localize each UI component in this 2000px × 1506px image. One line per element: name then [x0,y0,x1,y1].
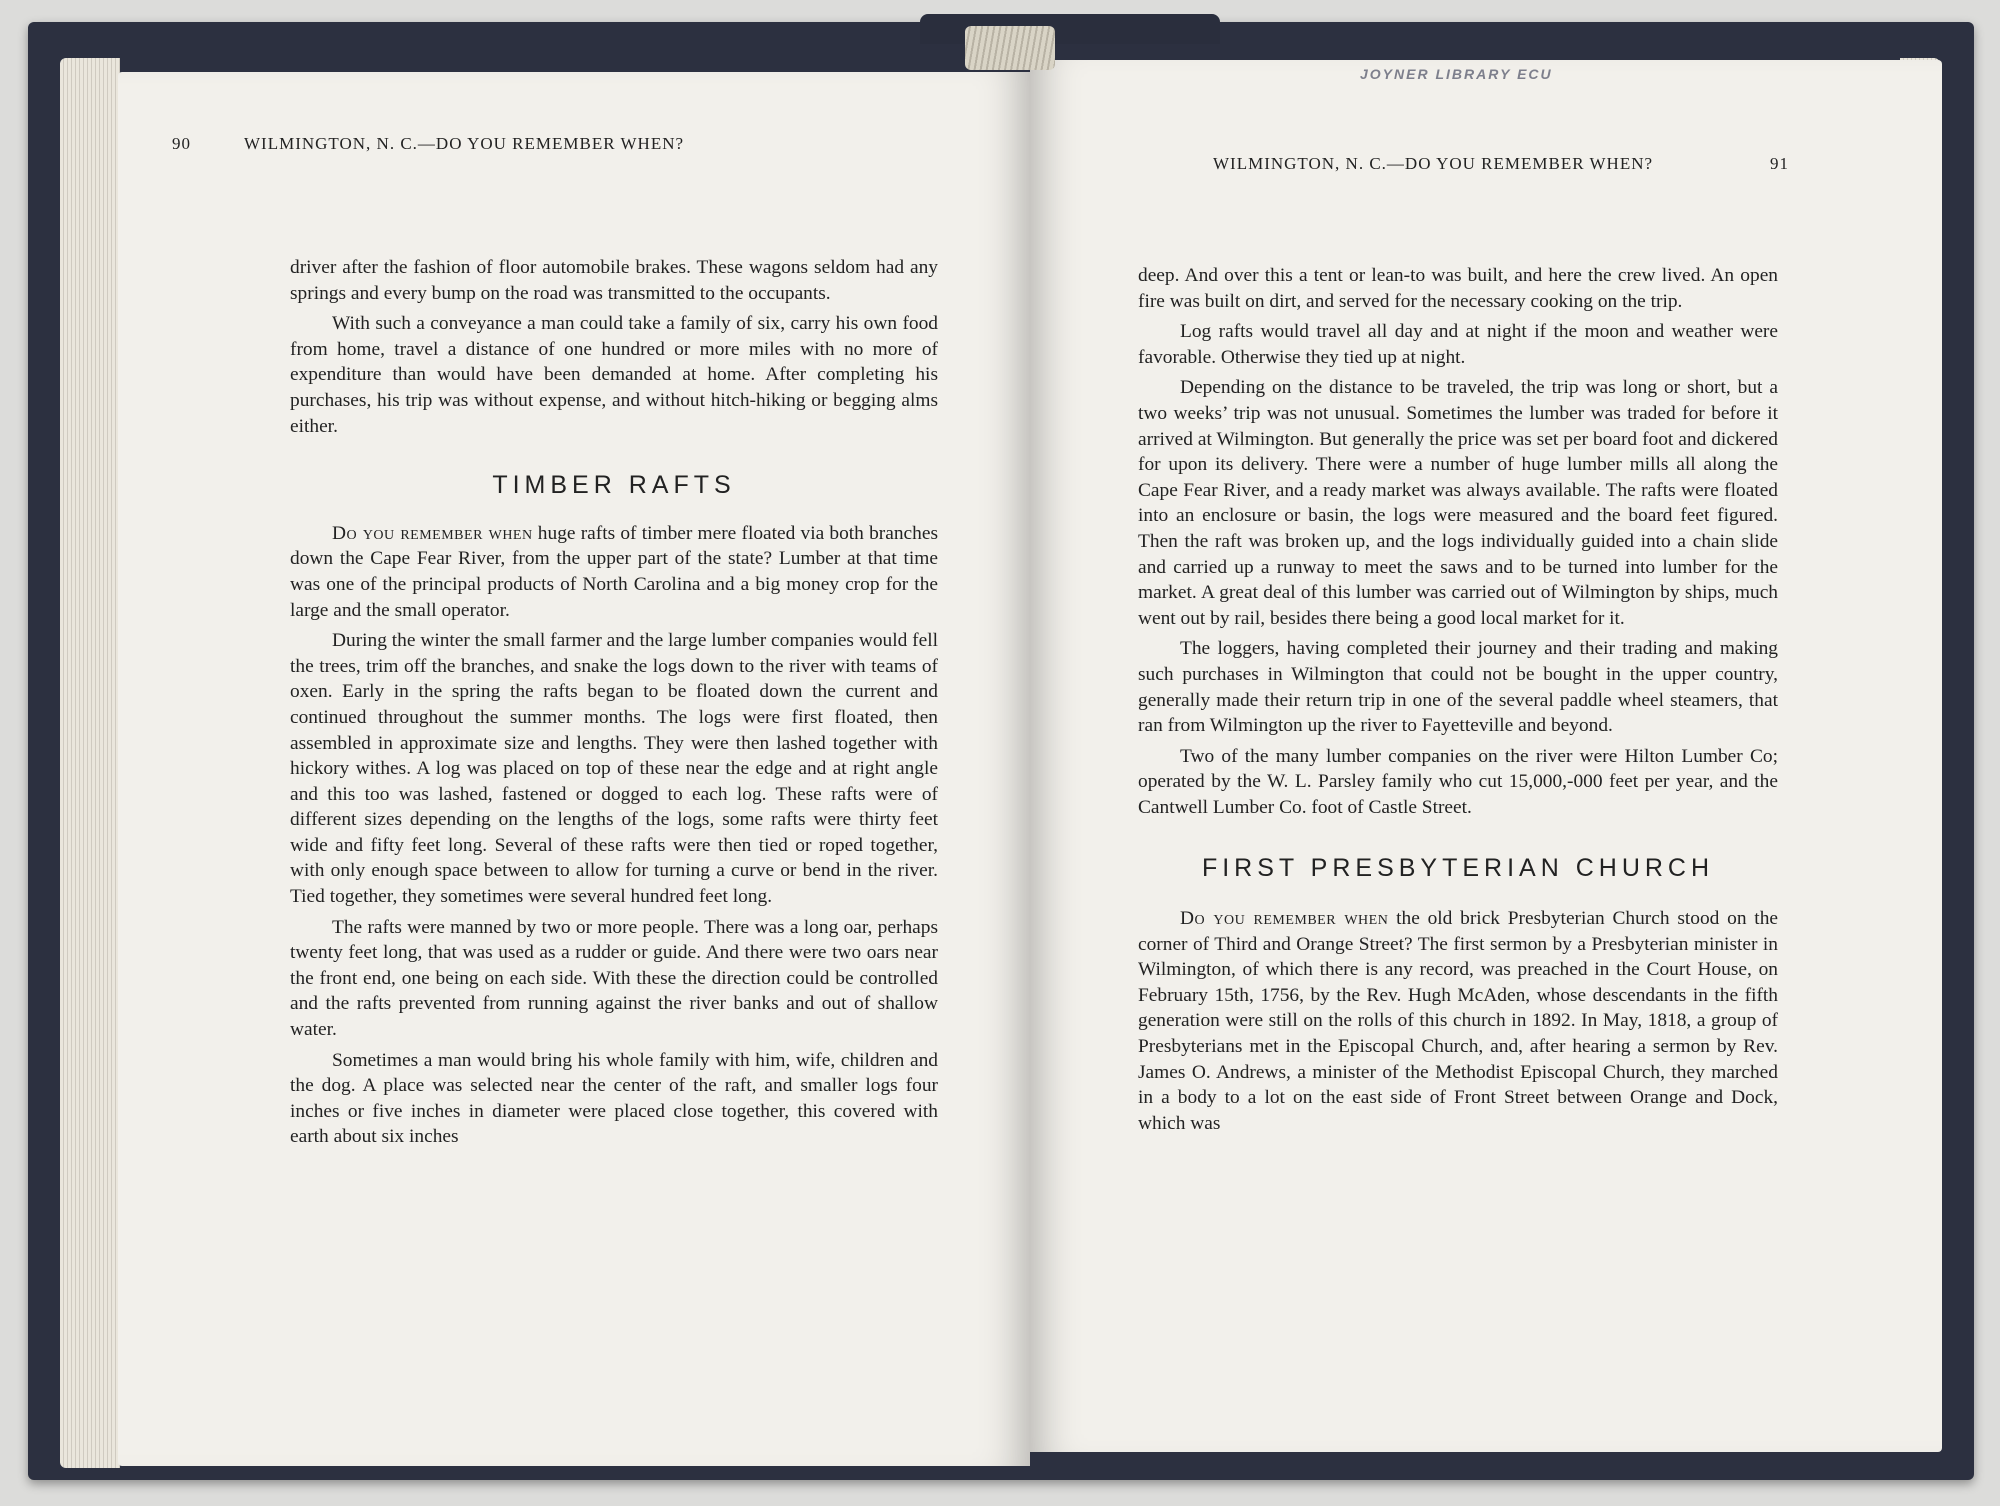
paragraph: Log rafts would travel all day and at night if the moon and weather were favorable. Otherwise they tied up at night. [1138,321,1778,368]
lead-smallcaps: Do you remember when [332,522,533,544]
paragraph: Two of the many lumber companies on the river were Hilton Lumber Co; operated by the W. L. Parsley family who cut 15,000,-000 feet per year, and the Cantwell Lumber Co. foot of Castle Street. [1138,745,1778,818]
paragraph: During the winter the small farmer and the large lumber companies would fell the trees, trim off the branches, and snake the logs down to the river with teams of oxen. Early in the spring the rafts began to be floated down the current and continued throughout the summer months. The logs were first floated, then assembled in approximate size and lengths. They were then lashed together with hickory withes. A log was placed on top of these near the edge and at right angle and this too was lashed, fastened or dogged to each log. These rafts were of different sizes depending on the lengths of the logs, some rafts were thirty feet wide and fifty feet long. Several of these rafts were then tied or roped together, with only enough space between to allow for turning a curve or bend in the river. Tied together, they sometimes were several hundred feet long. [290,630,938,908]
paragraph: Sometimes a man would bring his whole family with him, wife, children and the dog. A place was selected near the center of the raft, and smaller logs four inches or five inches in diameter were placed close together, this covered with earth about six inches [290,1049,938,1148]
paragraph: With such a conveyance a man could take a family of six, carry his own food from home, travel a distance of one hundred or more miles with no more of expenditure than would have been demanded at home. After completing his purchases, his trip was without expense, and without hitch-hiking or begging alms either. [290,313,938,437]
paragraph: The rafts were manned by two or more people. There was a long oar, perhaps twenty feet long, that was used as a rudder or guide. And there were two oars near the front end, one being on each side. With these the direction could be controlled and the rafts prevented from running against the river banks and out of shallow water. [290,916,938,1041]
paragraph: deep. And over this a tent or lean-to was built, and here the crew lived. An open fire was built on dirt, and served for the necessary cooking on the trip. [1138,265,1778,312]
section-title-timber-rafts: TIMBER RAFTS [492,471,736,500]
lead-text: huge rafts of timber mere floated via both branches down the Cape Fear River, from the upper part of the state? Lumber at that time was one of the principal products of North Carolina and a big money crop for the large and the small operator. [290,522,938,621]
section-lead-paragraph [1138,906,1778,1136]
left-page-number: 90 [172,134,191,153]
paragraph: Depending on the distance to be traveled, the trip was long or short, but a two weeks’ trip was not unusual. Sometimes the lumber was traded for before it arrived at Wilmington. But generally the price was set per board foot and dickered for upon its delivery. There were a number of huge lumber mills all along the Cape Fear River, and a ready market was always available. The rafts were floated into an enclosure or basin, the logs were measured and the board feet figured. Then the raft was broken up, and the logs individually guided into a chain slide and carried up a runway to meet the saws and to be turned into lumber for the market. A great deal of this lumber was carried out of Wilmington by ships, much went out by rail, besides there being a good local market for it. [1138,377,1778,629]
paragraph: driver after the fashion of floor automobile brakes. These wagons seldom had any springs and every bump on the road was transmitted to the occupants. [290,257,938,304]
right-running-title: WILMINGTON, N. C.—DO YOU REMEMBER WHEN? [1213,154,1654,173]
library-stamp: JOYNER LIBRARY ECU [1360,66,1553,82]
right-text-column [1138,263,1778,1141]
section-lead-paragraph [290,521,938,623]
paragraph: The loggers, having completed their journey and their trading and making such purchases in Wilmington that could not be bought in the upper country, generally made their return trip in one of the several paddle wheel steamers, that ran from Wilmington up the river to Fayetteville and beyond. [1138,638,1778,737]
left-text-column [290,255,938,1155]
left-running-title: WILMINGTON, N. C.—DO YOU REMEMBER WHEN? [244,134,685,153]
lead-text: the old brick Presbyterian Church stood on the corner of Third and Orange Street? The first sermon by a Presbyterian minister in Wilmington, of which there is any record, was preached in the Court House, on February 15th, 1756, by the Rev. Hugh McAden, whose descendants in the fifth generation were still on the rolls of this church in 1892. In May, 1818, a group of Presbyterians met in the Episcopal Church, and, after hearing a sermon by Rev. James O. Andrews, a minister of the Methodist Episcopal Church, they marched in a body to a lot on the east side of Front Street between Orange and Dock, which was [1138,908,1778,1134]
spine-binding [965,26,1055,70]
lead-smallcaps: Do you remember when [1180,908,1389,930]
page-edges-left [60,58,120,1468]
right-page-number: 91 [1770,154,1789,173]
section-title-first-presbyterian-church: FIRST PRESBYTERIAN CHURCH [1201,854,1715,883]
